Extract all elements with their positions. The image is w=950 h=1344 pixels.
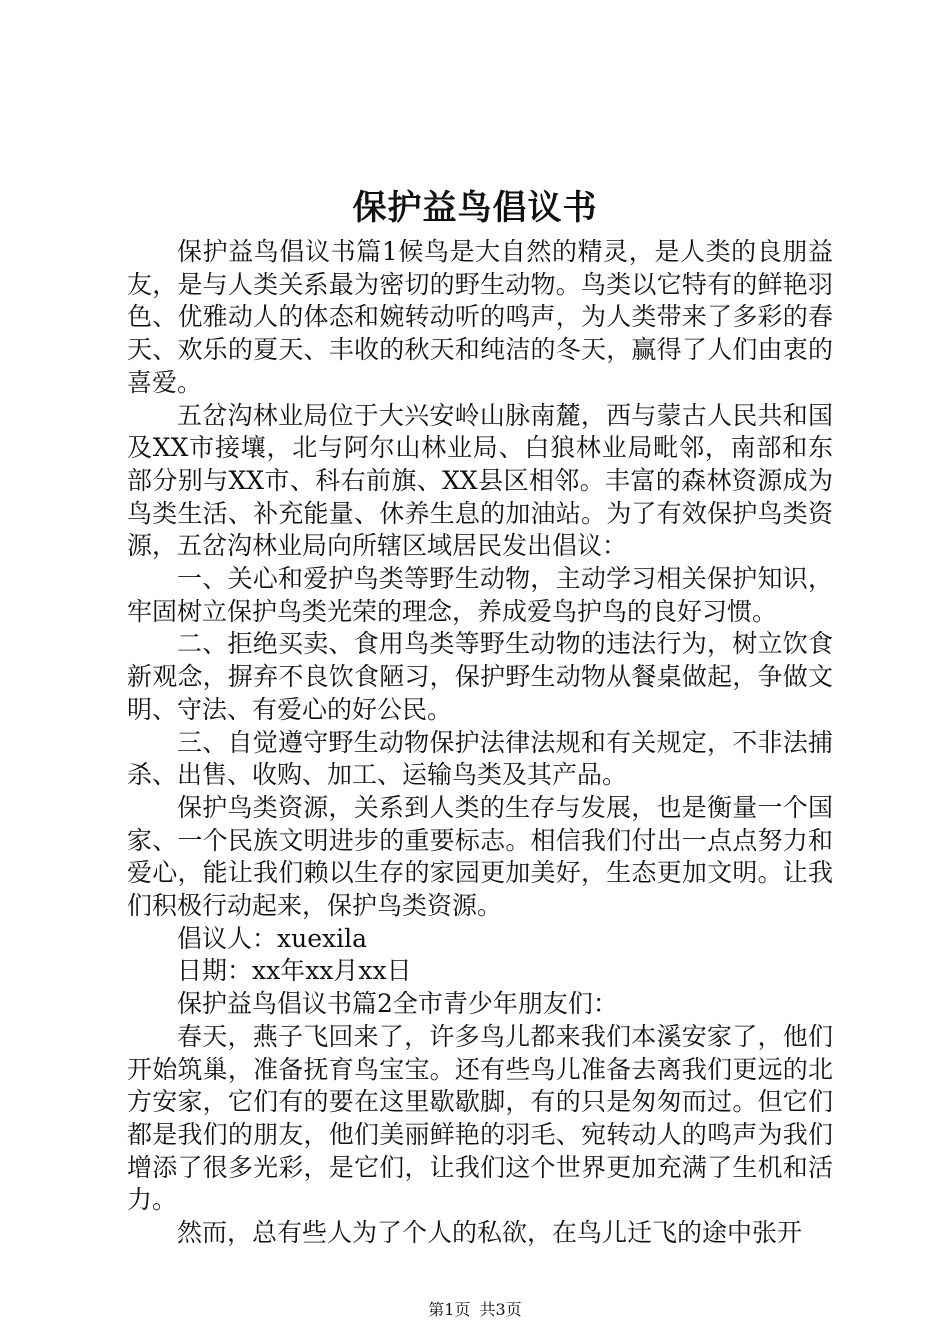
page-footer bbox=[0, 1300, 950, 1320]
paragraph: 一、关心和爱护鸟类等野生动物，主动学习相关保护知识，牢固树立保护鸟类光荣的理念，养成爱鸟护鸟的良好习惯。 bbox=[127, 564, 833, 626]
page-title: 保护益鸟倡议书 bbox=[352, 188, 598, 228]
page-total: 共3页 bbox=[479, 1300, 522, 1319]
paragraph: 保护益鸟倡议书篇2全市青少年朋友们： bbox=[177, 989, 618, 1019]
date-line: 日期：xx年xx月xx日 bbox=[177, 956, 412, 986]
paragraph: 然而，总有些人为了个人的私欲，在鸟儿迁飞的途中张开 bbox=[177, 1218, 803, 1248]
paragraph: 三、自觉遵守野生动物保护法律法规和有关规定，不非法捕杀、出售、收购、加工、运输鸟类及其产品。 bbox=[127, 727, 833, 790]
paragraph: 二、拒绝买卖、食用鸟类等野生动物的违法行为，树立饮食新观念，摒弃不良饮食陋习，保护野生动物从餐桌做起，争做文明、守法、有爱心的好公民。 bbox=[127, 629, 833, 724]
document-body bbox=[127, 236, 833, 1250]
paragraph: 保护益鸟倡议书篇1候鸟是大自然的精灵，是人类的良朋益友，是与人类关系最为密切的野生动物。鸟类以它特有的鲜艳羽色、优雅动人的体态和婉转动听的鸣声，为人类带来了多彩的春天、欢乐的夏天、丰收的秋天和纯洁的冬天，赢得了人们由衷的喜爱。 bbox=[127, 237, 833, 397]
paragraph: 保护鸟类资源，关系到人类的生存与发展，也是衡量一个国家、一个民族文明进步的重要标志。相信我们付出一点点努力和爱心，能让我们赖以生存的家园更加美好，生态更加文明。让我们积极行动起来，保护鸟类资源。 bbox=[127, 792, 833, 921]
page-number: 第1页 bbox=[428, 1300, 471, 1319]
signatory-line: 倡议人：xuexila bbox=[177, 923, 367, 953]
paragraph: 春天，燕子飞回来了，许多鸟儿都来我们本溪安家了，他们开始筑巢，准备抚育鸟宝宝。还有些鸟儿准备去离我们更远的北方安家，它们有的要在这里歇歇脚，有的只是匆匆而过。但它们都是我们的朋友，他们美丽鲜艳的羽毛、宛转动人的鸣声为我们增添了很多光彩，是它们，让我们这个世界更加充满了生机和活力。 bbox=[127, 1021, 833, 1215]
paragraph: 五岔沟林业局位于大兴安岭山脉南麓，西与蒙古人民共和国及XX市接壤，北与阿尔山林业局、白狼林业局毗邻，南部和东部分别与XX市、科右前旗、XX县区相邻。丰富的森林资源成为鸟类生活、补充能量、休养生息的加油站。为了有效保护鸟类资源，五岔沟林业局向所辖区域居民发出倡议： bbox=[127, 400, 833, 561]
